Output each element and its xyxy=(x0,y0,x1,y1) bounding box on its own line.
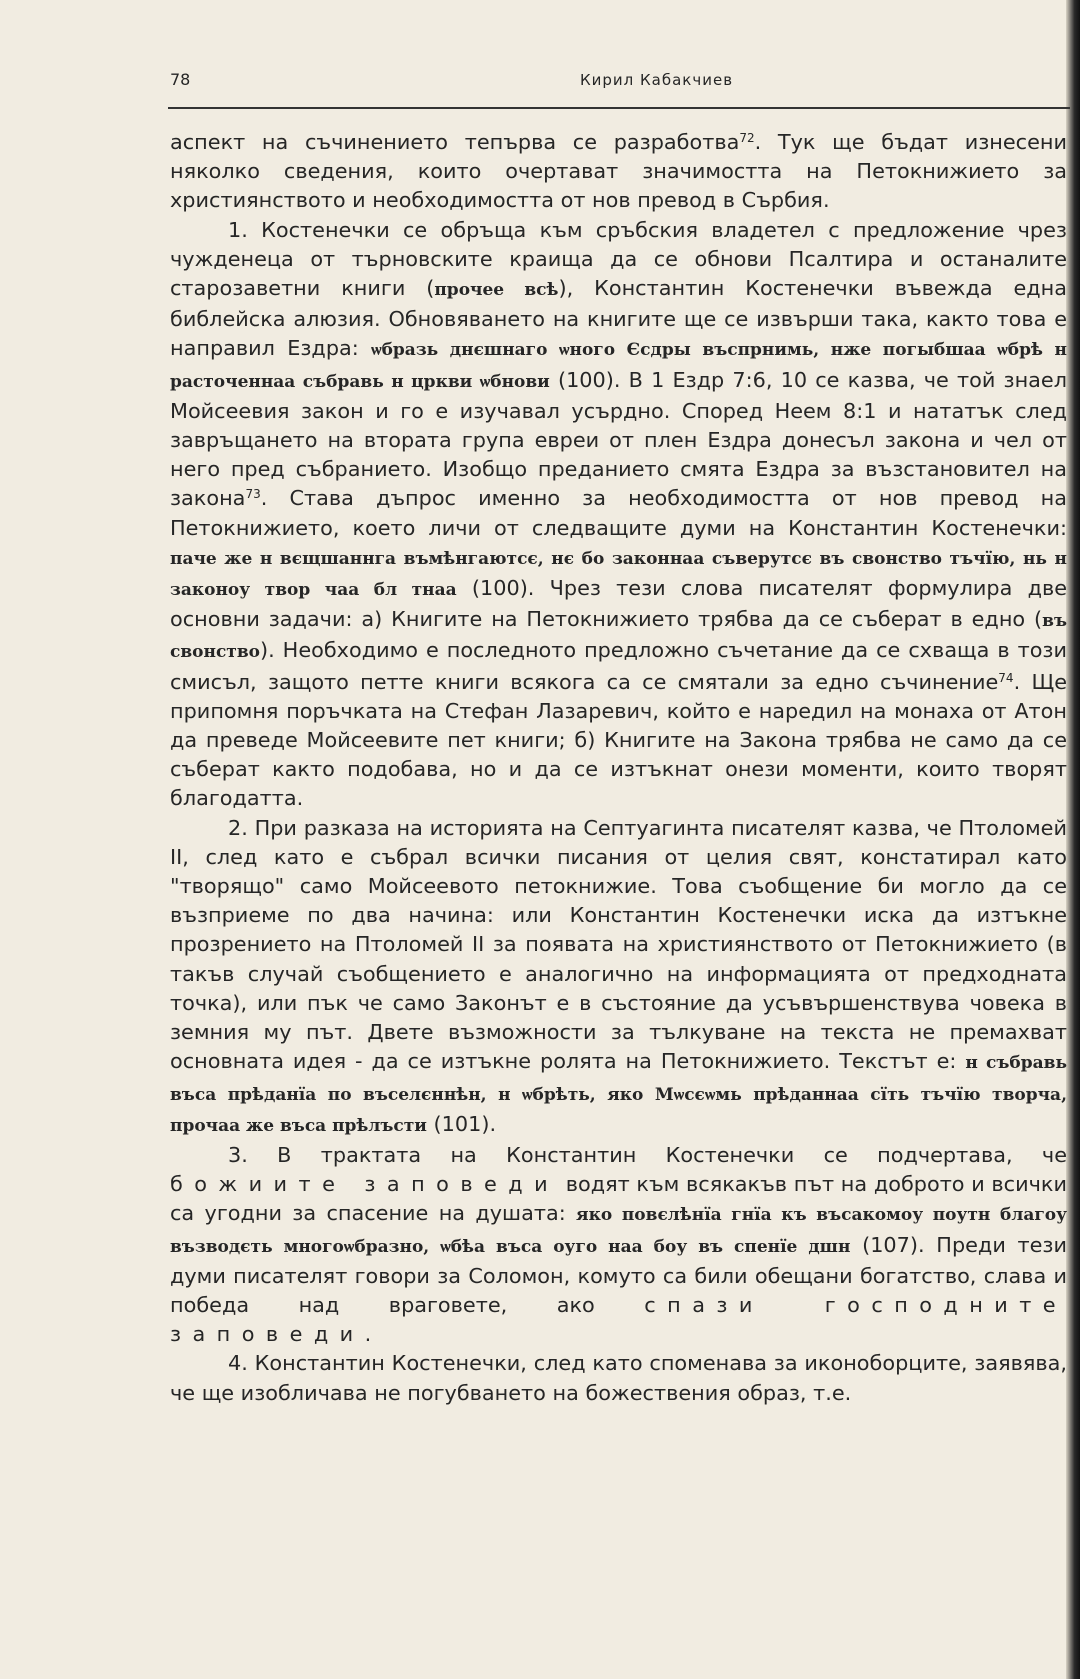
text-run: . Става дъпрос именно за необходимостта от нов превод на Петокнижието, което личи от следващите думи на Константин Костенечки: xyxy=(170,486,1067,540)
text-run: водят към всякакъв път на доброто и всички са угодни за спасение на душата: xyxy=(170,1172,1067,1226)
slavonic-quote: яко повєлѣнїа гнїа къ въсакомоу поутн благоу възводєть многоѡбразно, ѡбѣа въса оуго наа боу въ спенїе дшн xyxy=(170,1205,1067,1257)
slavonic-quote: н събравь въса прѣданїа по въселєннѣн, н ѡбрѣть, яко Мѡсєѡмь прѣданнаа сїть тъчїю творча, прочаа же въса прѣлъсти xyxy=(170,1053,1068,1136)
spaced-emphasis: спази господните заповеди xyxy=(170,1292,1068,1347)
slavonic-quote: прочее всѣ xyxy=(434,280,559,301)
slavonic-quote: паче же н вєщшаннга въмѣнгаютсє, нє бо законнаа съверутсє въ свонство тъчїю, нь н законоу твор чаа бл тнаа xyxy=(170,548,1067,601)
paragraph-point-4 xyxy=(170,1349,1067,1407)
footnote-ref-73: 73 xyxy=(245,487,261,502)
text-run: (100). В 1 Ездр 7:6, 10 се казва, че той знаел Мойсеевия закон и го е изучавал усърдно. Според Неем 8:1 и нататък след завръщането на втората група евреи от плен Ездра донесъл закона и чел от него пред събранието. Изобщо преданието смята Ездра за възстановител на закона xyxy=(170,367,1068,511)
footnote-ref-74: 74 xyxy=(998,670,1014,685)
page-number: 78 xyxy=(170,70,191,89)
text-run: . Ще припомня поръчката на Стефан Лазаревич, който е наредил на монаха от Атон да преведе Мойсеевите пет книги; б) Книгите на Закона трябва не само да се съберат както подобава, но и да се изтъкнат онези моменти, които творят благодатта. xyxy=(170,669,1067,811)
page-header xyxy=(170,66,1070,96)
text-run: . Тук ще бъдат изнесени няколко сведения, които очертават значимостта на Петокнижието за християнството и необходимостта от нов превод в Сърбия. xyxy=(170,130,1067,213)
paragraph-point-1 xyxy=(170,216,1067,814)
paragraph-intro xyxy=(170,128,1067,216)
text-run: 2. При разказа на историята на Септуагинта писателят казва, че Птоломей II, след като е събрал всички писания от целия свят, констатирал като "творящо" само Мойсеевото петокнижие. Това съобщение би могло да се възприеме по два начина: или Константин Костенечки иска да изтъкне прозрението на Птоломей II за появата на християнството от Петокнижието (в такъв случай съобщението е аналогично на информацията от предходната точка), или пък че само Законът е в състояние да усъвършенствува човека в земния му път. Двете възможности за тълкуване на текста не премахват основната идея - да се изтъкне ролята на Петокнижието. Текстът е: xyxy=(170,815,1067,1074)
text-run: 4. Константин Костенечки, след като споменава за иконоборците, заявява, че ще изобличава не погубването на божествения образ, т.е. xyxy=(170,1351,1067,1405)
header-rule xyxy=(168,107,1070,109)
text-run: (107). Преди тези думи писателят говори за Соломон, комуто са били обещани богатство, слава и победа над враговете, ако xyxy=(170,1232,1067,1317)
text-run: 1. Костенечки се обръща към сръбския владетел с предложение чрез чужденеца от търновските краища да се обнови Псалтира и останалите старозаветни книги ( xyxy=(170,217,1067,301)
running-head: Кирил Кабакчиев xyxy=(580,71,734,89)
paragraph-point-3 xyxy=(170,1141,1067,1349)
paragraph-point-2 xyxy=(170,814,1067,1141)
text-run: аспект на съчинението тепърва се разработва xyxy=(170,130,740,154)
slavonic-quote: въ свонство xyxy=(170,611,1067,663)
text-run: (101). xyxy=(426,1111,497,1136)
text-run: ). Необходимо е последното предложно съчетание да се схваща в този смисъл, защото петте книги всякога са се смятали за едно съчинение xyxy=(170,638,1067,694)
text-run: (100). Чрез тези слова писателят формулира две основни задачи: а) Книгите на Петокнижието трябва да се съберат в едно ( xyxy=(170,576,1068,632)
slavonic-quote: ѡбразь днєшнаго ѡного Єсдры въспрнимь, нже погыбшаа ѡбрѣ н расточеннаа събравь н цркви ѡбнови xyxy=(170,340,1068,392)
page-edge xyxy=(1066,0,1080,1679)
spaced-emphasis: божиите заповеди xyxy=(170,1172,560,1197)
footnote-ref-72: 72 xyxy=(739,131,755,145)
text-run: ), Константин Костенечки въвежда една библейска алюзия. Обновяването на книгите ще се извърши така, както това е направил Ездра: xyxy=(170,276,1067,361)
text-run: . xyxy=(364,1322,372,1347)
body-text xyxy=(170,128,1067,1408)
text-run: 3. В трактата на Константин Костенечки се подчертава, че xyxy=(228,1142,1067,1167)
